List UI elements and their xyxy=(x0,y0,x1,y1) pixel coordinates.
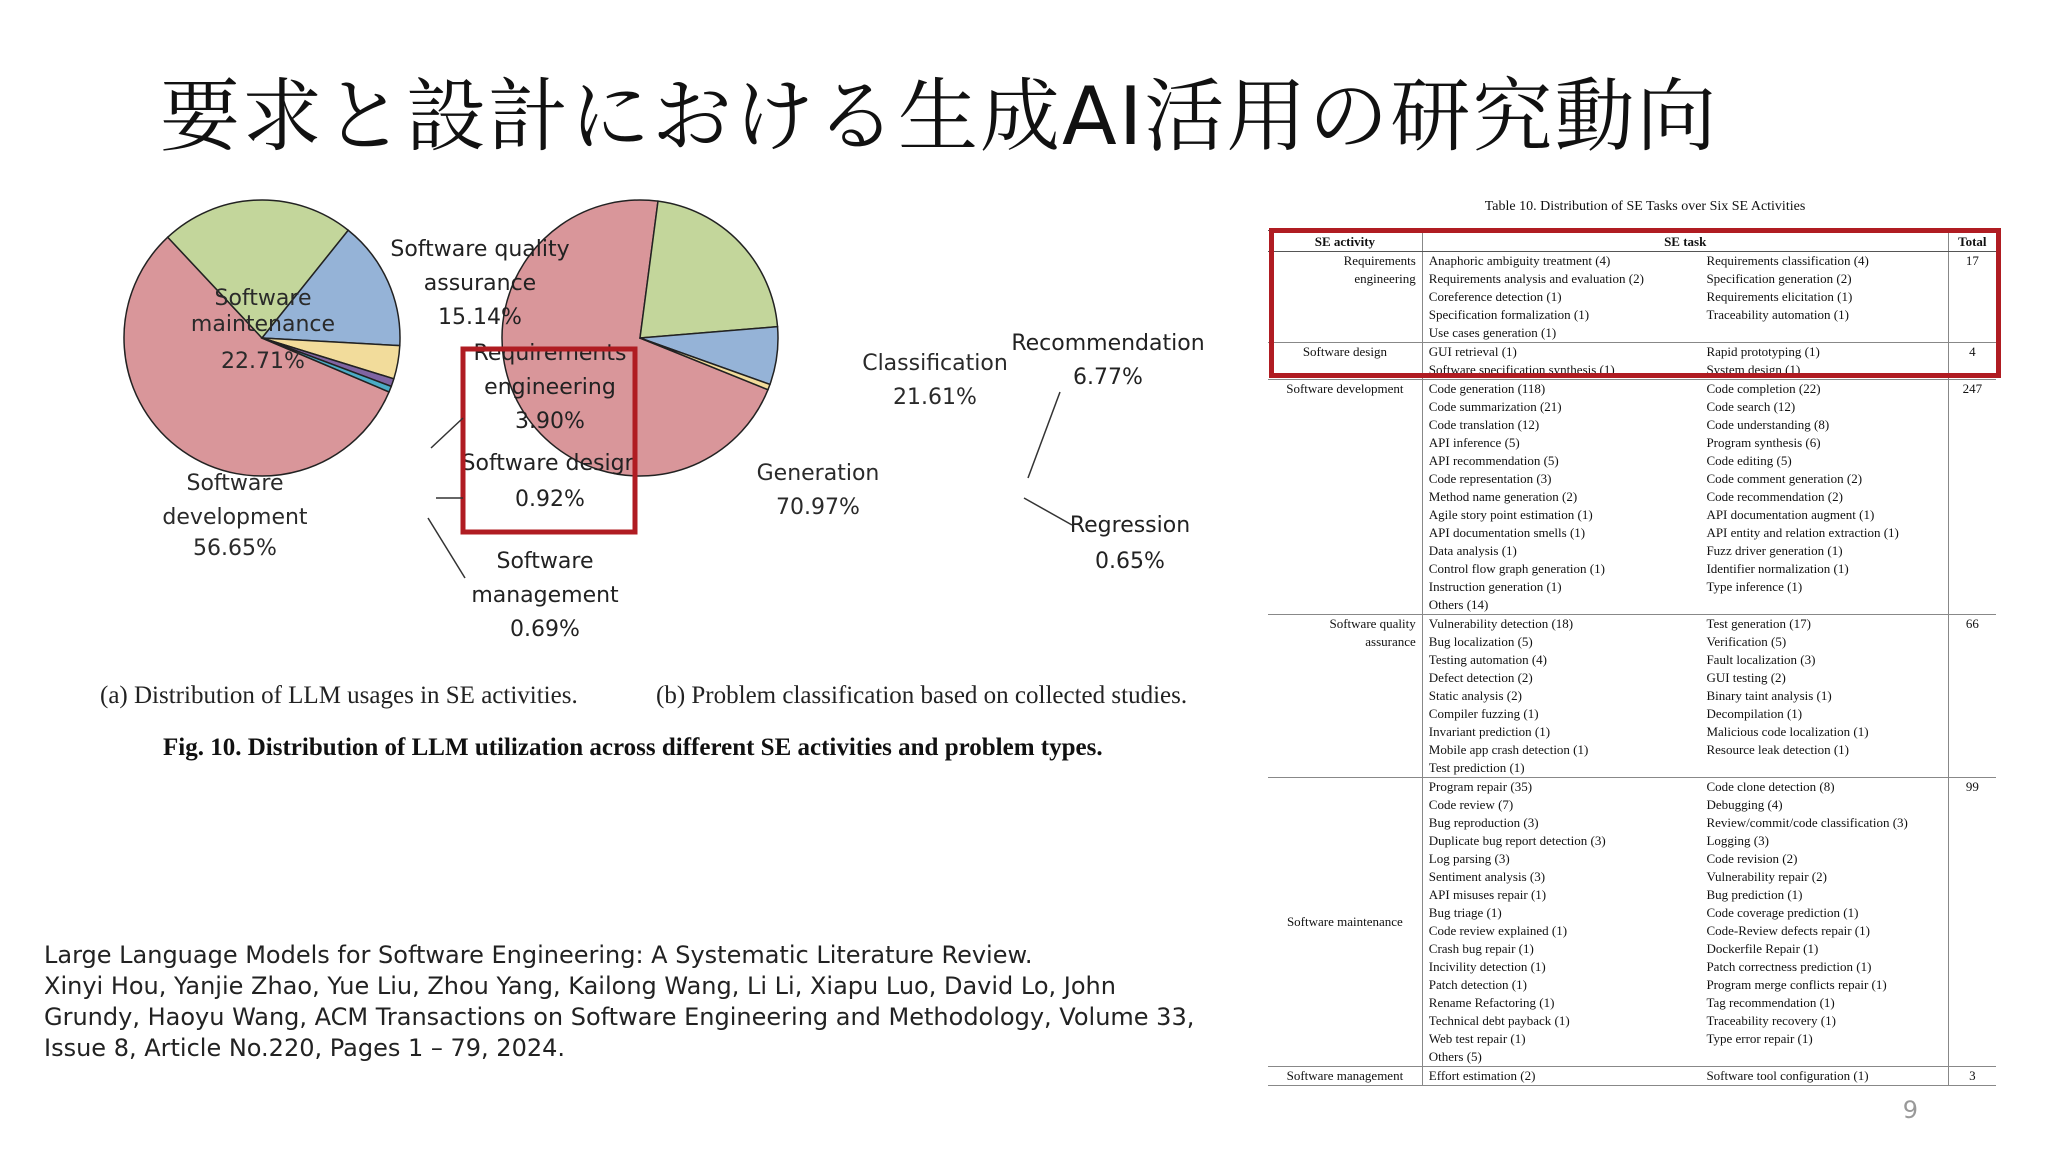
cell-tasks-right xyxy=(1700,252,1948,343)
task-item: Test prediction (1) xyxy=(1428,760,1525,775)
task-item: Technical debt payback (1) xyxy=(1428,1013,1570,1028)
slide-title: 要求と設計における生成AI活用の研究動向 xyxy=(160,70,1719,163)
cell-tasks-right xyxy=(1700,1067,1948,1086)
cell-se-activity: Software development xyxy=(1268,380,1422,615)
pie-b-slice-classification xyxy=(640,201,778,338)
task-item: API entity and relation extraction (1) xyxy=(1706,525,1899,540)
table-row xyxy=(1268,1067,1996,1086)
cell-total: 3 xyxy=(1948,1067,1996,1086)
task-item: Binary taint analysis (1) xyxy=(1706,688,1832,703)
task-item: Code coverage prediction (1) xyxy=(1706,905,1859,920)
label-requirements-engineering-name: Requirements engineering xyxy=(473,341,627,400)
citation-line: Issue 8, Article No.220, Pages 1 – 79, 2024. xyxy=(44,1034,566,1062)
task-item: API documentation augment (1) xyxy=(1706,507,1875,522)
cell-total: 99 xyxy=(1948,778,1996,1067)
task-item: Specification generation (2) xyxy=(1706,271,1852,286)
task-item: Malicious code localization (1) xyxy=(1706,724,1869,739)
label-software-maintenance-name: Software maintenance xyxy=(190,286,336,337)
task-item: Verification (5) xyxy=(1706,634,1787,649)
task-item: API documentation smells (1) xyxy=(1428,525,1586,540)
label-software-maintenance-pct: 22.71% xyxy=(221,349,305,374)
task-item: Code review (7) xyxy=(1428,797,1514,812)
task-item: Defect detection (2) xyxy=(1428,670,1533,685)
task-item: GUI testing (2) xyxy=(1706,670,1786,685)
leader-regression xyxy=(1024,498,1072,525)
header-se-task: SE task xyxy=(1422,231,1948,252)
task-item: Log parsing (3) xyxy=(1428,851,1510,866)
task-item: Vulnerability repair (2) xyxy=(1706,869,1827,884)
leader-requirements xyxy=(431,418,463,448)
cell-tasks-left xyxy=(1422,343,1700,380)
label-software-qa-name: Software quality assurance xyxy=(390,237,570,296)
table-header-row xyxy=(1268,231,1996,252)
cell-se-activity: Software maintenance xyxy=(1268,778,1422,1067)
task-item: Rapid prototyping (1) xyxy=(1706,344,1820,359)
task-item: Code comment generation (2) xyxy=(1706,471,1863,486)
cell-total: 17 xyxy=(1948,252,1996,343)
task-item: Identifier normalization (1) xyxy=(1706,561,1849,576)
page-number: 9 xyxy=(1902,1096,1918,1124)
task-item: Crash bug repair (1) xyxy=(1428,941,1534,956)
label-software-management-pct: 0.69% xyxy=(510,617,580,642)
task-item: Code search (12) xyxy=(1706,399,1796,414)
header-total: Total xyxy=(1948,231,1996,252)
task-item: Requirements analysis and evaluation (2) xyxy=(1428,271,1644,286)
task-item: Incivility detection (1) xyxy=(1428,959,1546,974)
cell-tasks-left xyxy=(1422,615,1700,778)
task-item: Type error repair (1) xyxy=(1706,1031,1813,1046)
task-item: Static analysis (2) xyxy=(1428,688,1522,703)
caption-a: (a) Distribution of LLM usages in SE activities. xyxy=(100,682,578,709)
task-item: Code review explained (1) xyxy=(1428,923,1568,938)
task-item: Program synthesis (6) xyxy=(1706,435,1821,450)
task-item: Program merge conflicts repair (1) xyxy=(1706,977,1887,992)
cell-total: 247 xyxy=(1948,380,1996,615)
task-item: Others (5) xyxy=(1428,1049,1482,1064)
task-item: Invariant prediction (1) xyxy=(1428,724,1551,739)
pie-chart-a xyxy=(124,200,400,476)
task-item: Method name generation (2) xyxy=(1428,489,1578,504)
task-item: Traceability automation (1) xyxy=(1706,307,1849,322)
se-task-table-container xyxy=(1268,196,1998,1086)
table-body xyxy=(1268,252,1996,1086)
label-classification-name: Classification xyxy=(862,351,1008,376)
task-item: Bug triage (1) xyxy=(1428,905,1502,920)
task-item: Resource leak detection (1) xyxy=(1706,742,1850,757)
label-software-qa-pct: 15.14% xyxy=(438,305,522,330)
task-item: Code editing (5) xyxy=(1706,453,1792,468)
cell-tasks-right xyxy=(1700,615,1948,778)
task-item: Review/commit/code classification (3) xyxy=(1706,815,1908,830)
task-item: API inference (5) xyxy=(1428,435,1520,450)
task-item: Effort estimation (2) xyxy=(1428,1068,1536,1083)
task-item: Duplicate bug report detection (3) xyxy=(1428,833,1606,848)
task-item: Requirements elicitation (1) xyxy=(1706,289,1853,304)
table-row xyxy=(1268,778,1996,1067)
task-item: Data analysis (1) xyxy=(1428,543,1517,558)
header-se-activity: SE activity xyxy=(1268,231,1422,252)
cell-se-activity: Software design xyxy=(1268,343,1422,380)
label-regression-pct: 0.65% xyxy=(1095,549,1165,574)
task-item: Traceability recovery (1) xyxy=(1706,1013,1836,1028)
cell-total: 66 xyxy=(1948,615,1996,778)
cell-tasks-left xyxy=(1422,252,1700,343)
label-classification-pct: 21.61% xyxy=(893,385,977,410)
leader-management xyxy=(428,518,465,578)
pie-b-labels xyxy=(757,331,1205,574)
cell-se-activity: Software quality assurance xyxy=(1268,615,1422,778)
label-requirements-engineering-pct: 3.90% xyxy=(515,409,585,434)
task-item: Specification formalization (1) xyxy=(1428,307,1590,322)
task-item: Code summarization (21) xyxy=(1428,399,1562,414)
task-item: Agile story point estimation (1) xyxy=(1428,507,1593,522)
label-recommendation-pct: 6.77% xyxy=(1073,365,1143,390)
task-item: API recommendation (5) xyxy=(1428,453,1559,468)
cell-tasks-left xyxy=(1422,778,1700,1067)
task-item: Test generation (17) xyxy=(1706,616,1811,631)
cell-tasks-right xyxy=(1700,343,1948,380)
pie-charts-figure xyxy=(60,180,1240,800)
leader-recommendation xyxy=(1028,392,1060,478)
task-item: Logging (3) xyxy=(1706,833,1769,848)
label-software-design-name: Software design xyxy=(461,451,639,476)
task-item: Coreference detection (1) xyxy=(1428,289,1562,304)
task-item: Software tool configuration (1) xyxy=(1706,1068,1869,1083)
task-item: Debugging (4) xyxy=(1706,797,1783,812)
task-item: Software specification synthesis (1) xyxy=(1428,362,1615,377)
table-row xyxy=(1268,343,1996,380)
cell-se-activity: Requirements engineering xyxy=(1268,252,1422,343)
label-software-management-name: Software management xyxy=(471,549,619,608)
citation-line: Large Language Models for Software Engineering: A Systematic Literature Review. xyxy=(44,941,1033,969)
citation-line: Grundy, Haoyu Wang, ACM Transactions on Software Engineering and Methodology, Volume 33, xyxy=(44,1003,1195,1031)
task-item: Testing automation (4) xyxy=(1428,652,1548,667)
task-item: Code generation (118) xyxy=(1428,381,1546,396)
task-item: Code understanding (8) xyxy=(1706,417,1830,432)
cell-total: 4 xyxy=(1948,343,1996,380)
task-item: Decompilation (1) xyxy=(1706,706,1803,721)
caption-b: (b) Problem classification based on collected studies. xyxy=(656,682,1188,709)
task-item: Patch detection (1) xyxy=(1428,977,1527,992)
label-regression-name: Regression xyxy=(1069,513,1191,538)
task-item: API misuses repair (1) xyxy=(1428,887,1547,902)
task-item: Bug reproduction (3) xyxy=(1428,815,1539,830)
cell-tasks-left xyxy=(1422,380,1700,615)
task-item: Use cases generation (1) xyxy=(1428,325,1557,340)
task-item: Type inference (1) xyxy=(1706,579,1803,594)
task-item: Vulnerability detection (18) xyxy=(1428,616,1574,631)
task-item: Others (14) xyxy=(1428,597,1489,612)
label-generation-pct: 70.97% xyxy=(776,495,860,520)
cell-se-activity: Software management xyxy=(1268,1067,1422,1086)
label-generation-name: Generation xyxy=(756,461,880,486)
task-item: Instruction generation (1) xyxy=(1428,579,1562,594)
citation xyxy=(44,940,1244,1064)
task-item: Compiler fuzzing (1) xyxy=(1428,706,1539,721)
task-item: Code clone detection (8) xyxy=(1706,779,1835,794)
cell-tasks-right xyxy=(1700,380,1948,615)
task-item: Code representation (3) xyxy=(1428,471,1552,486)
task-item: Tag recommendation (1) xyxy=(1706,995,1835,1010)
table-row xyxy=(1268,615,1996,778)
task-item: Bug localization (5) xyxy=(1428,634,1533,649)
task-item: Program repair (35) xyxy=(1428,779,1533,794)
table-row xyxy=(1268,380,1996,615)
task-item: Mobile app crash detection (1) xyxy=(1428,742,1589,757)
task-item: Requirements classification (4) xyxy=(1706,253,1869,268)
task-item: System design (1) xyxy=(1706,362,1801,377)
task-item: Code revision (2) xyxy=(1706,851,1798,866)
task-item: Patch correctness prediction (1) xyxy=(1706,959,1872,974)
task-item: Code translation (12) xyxy=(1428,417,1540,432)
table-caption: Table 10. Distribution of SE Tasks over Six SE Activities xyxy=(1484,199,1806,214)
task-item: Rename Refactoring (1) xyxy=(1428,995,1555,1010)
citation-line: Xinyi Hou, Yanjie Zhao, Yue Liu, Zhou Yang, Kailong Wang, Li Li, Xiapu Luo, David Lo, John xyxy=(44,972,1116,1000)
task-item: Bug prediction (1) xyxy=(1706,887,1803,902)
task-item: Code completion (22) xyxy=(1706,381,1821,396)
label-recommendation-name: Recommendation xyxy=(1011,331,1205,356)
task-item: Anaphoric ambiguity treatment (4) xyxy=(1428,253,1611,268)
table-row xyxy=(1268,252,1996,343)
label-software-development-name: Software development xyxy=(162,471,308,530)
task-item: Code-Review defects repair (1) xyxy=(1706,923,1870,938)
task-item: Fuzz driver generation (1) xyxy=(1706,543,1843,558)
cell-tasks-right xyxy=(1700,778,1948,1067)
label-software-development-pct: 56.65% xyxy=(193,536,277,561)
cell-tasks-left xyxy=(1422,1067,1700,1086)
task-item: Fault localization (3) xyxy=(1706,652,1816,667)
task-item: Dockerfile Repair (1) xyxy=(1706,941,1819,956)
se-task-table xyxy=(1268,230,1996,1086)
task-item: Code recommendation (2) xyxy=(1706,489,1843,504)
label-software-design-pct: 0.92% xyxy=(515,487,585,512)
task-item: Sentiment analysis (3) xyxy=(1428,869,1546,884)
task-item: Web test repair (1) xyxy=(1428,1031,1526,1046)
task-item: GUI retrieval (1) xyxy=(1428,344,1517,359)
task-item: Control flow graph generation (1) xyxy=(1428,561,1605,576)
figure-caption: Fig. 10. Distribution of LLM utilization across different SE activities and problem types. xyxy=(163,734,1103,761)
